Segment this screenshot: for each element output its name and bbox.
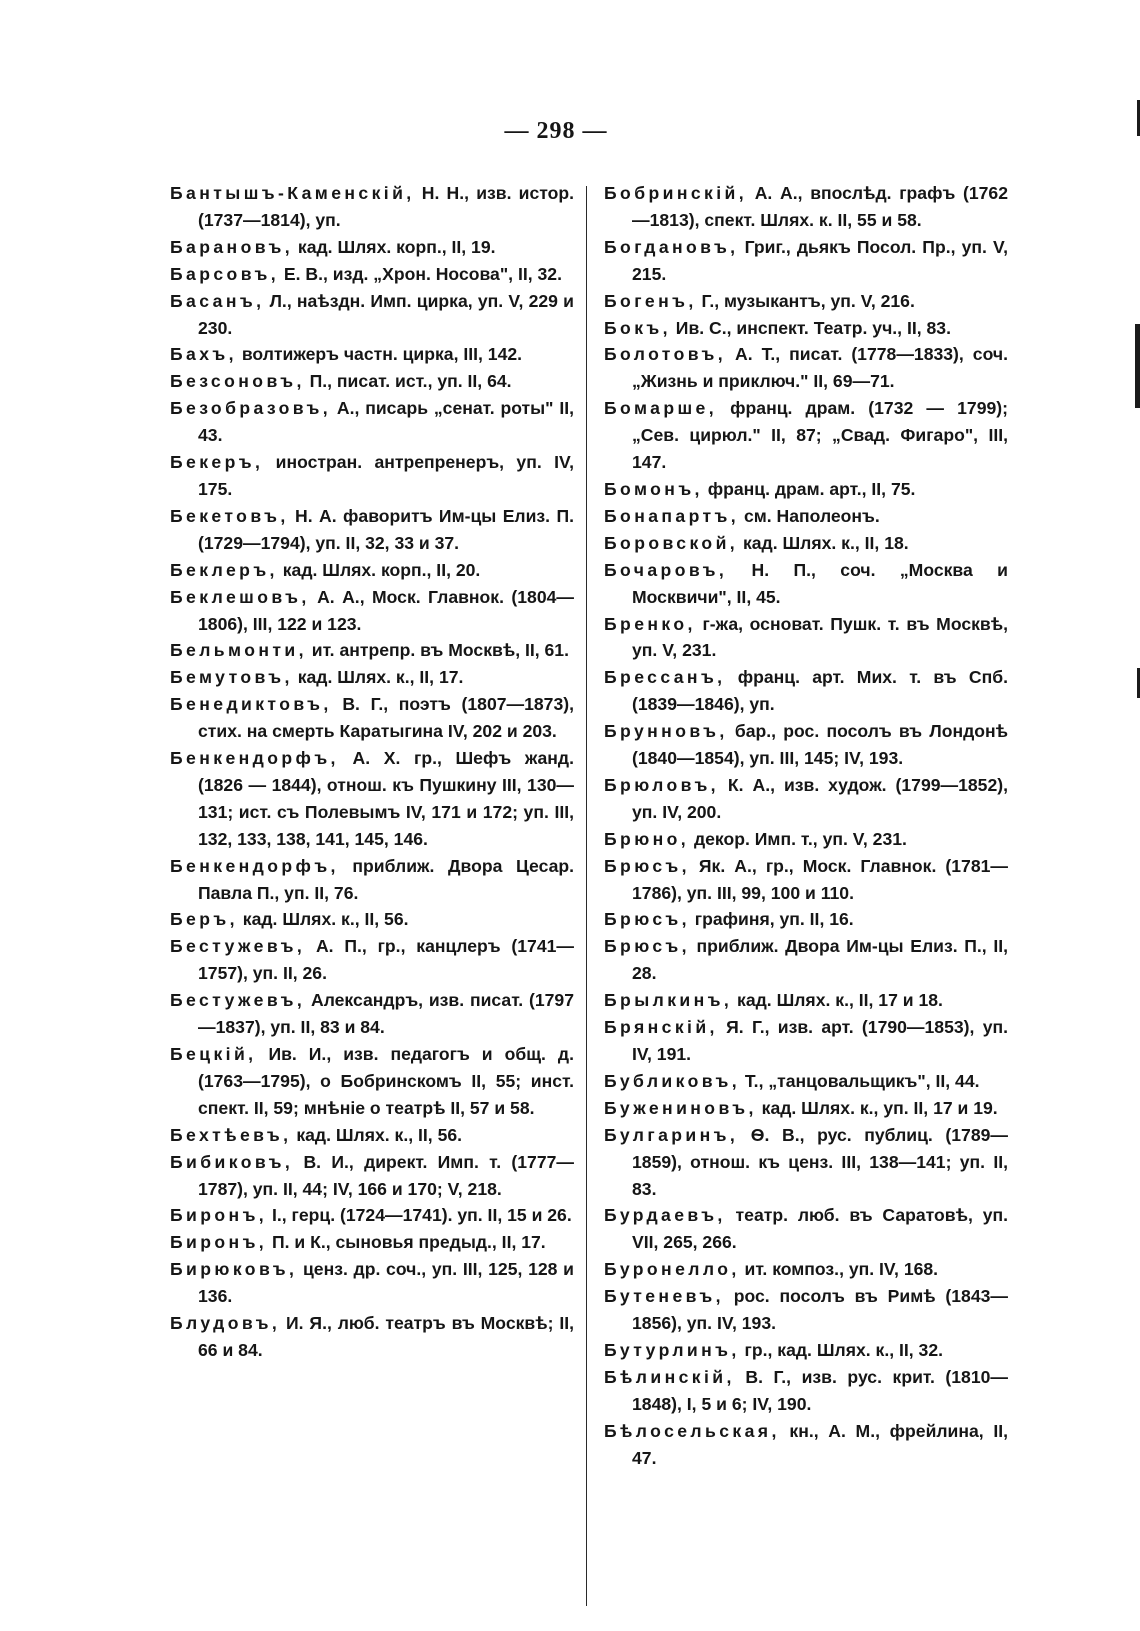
entry-details: К. А., изв. худож. (1799—1852), уп. IV, 200. — [632, 774, 1008, 822]
index-entry — [604, 530, 1008, 557]
entry-details: графиня, уп. II, 16. — [689, 909, 854, 930]
index-entry — [604, 1418, 1008, 1472]
entry-surname: Басанъ, — [170, 290, 265, 311]
entry-details: Ѳ. В., рус. публиц. (1789—1859), отнош. къ ценз. III, 138—141; уп. II, 83. — [632, 1124, 1008, 1199]
index-entry — [170, 637, 574, 664]
index-entry — [170, 1122, 574, 1149]
entry-surname: Бренко, — [604, 613, 696, 634]
entry-surname: Бемутовъ, — [170, 667, 293, 688]
index-entry — [604, 1068, 1008, 1095]
entry-details: кад. Шлях. к., II, 56. — [237, 909, 409, 930]
entry-surname: Богдановъ, — [604, 236, 739, 257]
index-entry — [604, 772, 1008, 826]
index-entry — [604, 987, 1008, 1014]
entry-surname: Болотовъ, — [604, 344, 727, 365]
index-entry — [604, 395, 1008, 476]
entry-surname: Бѣлосельская, — [604, 1420, 780, 1441]
entry-surname: Бутурлинъ, — [604, 1339, 740, 1360]
entry-details: кад. Шлях. к., II, 17 и 18. — [732, 990, 943, 1011]
entry-surname: Бурдаевъ, — [604, 1205, 726, 1226]
entry-surname: Бѣлинскій, — [604, 1366, 735, 1387]
index-entry — [170, 368, 574, 395]
entry-details: ценз. др. соч., уп. III, 125, 128 и 136. — [198, 1259, 574, 1307]
index-entry — [170, 933, 574, 987]
index-entry — [170, 261, 574, 288]
entry-details: А. А., впослѣд. графъ (1762—1813), спект. Шлях. к. II, 55 и 58. — [632, 183, 1008, 230]
index-entry — [170, 987, 574, 1041]
entry-surname: Бецкій, — [170, 1044, 257, 1064]
entry-surname: Безобразовъ, — [170, 398, 332, 419]
entry-details: рос. посолъ въ Римѣ (1843—1856), уп. IV, 193. — [632, 1286, 1008, 1334]
entry-surname: Бонапартъ, — [604, 505, 740, 526]
entry-surname: Блудовъ, — [170, 1313, 281, 1334]
entry-surname: Боровской, — [604, 532, 739, 553]
entry-surname: Брюсъ, — [604, 909, 690, 930]
index-entry — [170, 1229, 574, 1256]
entry-details: г-жа, основат. Пушк. т. въ Москвѣ, уп. V, 231. — [632, 613, 1008, 661]
entry-details: бар., рос. посолъ въ Лондонѣ (1840—1854), уп. III, 145; IV, 193. — [632, 721, 1008, 769]
entry-surname: Бахъ, — [170, 344, 237, 365]
entry-details: кад. Шлях. к., II, 18. — [738, 532, 909, 553]
entry-details: гр., кад. Шлях. к., II, 32. — [739, 1339, 943, 1360]
entry-surname: Бекетовъ, — [170, 505, 289, 526]
index-entry — [170, 503, 574, 557]
entry-surname: Барановъ, — [170, 236, 294, 257]
entry-surname: Богенъ, — [604, 290, 697, 311]
entry-details: Як. А., гр., Моск. Главнок. (1781—1786), уп. III, 99, 100 и 110. — [632, 855, 1008, 903]
entry-details: Я. Г., изв. арт. (1790—1853), уп. IV, 191. — [632, 1017, 1008, 1064]
entry-details: Н. П., соч. „Москва и Москвичи", II, 45. — [632, 559, 1008, 607]
entry-surname: Беръ, — [170, 909, 238, 930]
entry-details: Л., наѣздн. Имп. цирка, уп. V, 229 и 230. — [198, 290, 574, 338]
index-entry — [170, 1202, 574, 1229]
entry-details: В. И., директ. Имп. т. (1777—1787), уп. II, 44; IV, 166 и 170; V, 218. — [198, 1151, 574, 1199]
index-entry — [604, 234, 1008, 288]
entry-surname: Бенкендорфъ, — [170, 855, 339, 876]
entry-details: Г., музыкантъ, уп. V, 216. — [696, 290, 915, 311]
page-number: — 298 — — [504, 118, 608, 144]
entry-details: декор. Имп. т., уп. V, 231. — [689, 828, 907, 849]
index-entry — [170, 745, 574, 853]
entry-surname: Бестужевъ, — [170, 936, 306, 957]
entry-surname: Брунновъ, — [604, 721, 728, 742]
entry-surname: Бантышъ-Каменскій, — [170, 183, 415, 203]
entry-details: кн., А. М., фрейлина, II, 47. — [632, 1420, 1008, 1468]
entry-surname: Бокъ, — [604, 317, 671, 338]
entry-surname: Бочаровъ, — [604, 559, 728, 580]
entry-details: А., писарь „сенат. роты" II, 43. — [198, 398, 574, 446]
entry-surname: Бестужевъ, — [170, 990, 306, 1011]
entry-details: I., герц. (1724—1741). уп. II, 15 и 26. — [267, 1205, 572, 1226]
index-entry — [604, 180, 1008, 234]
entry-surname: Бутеневъ, — [604, 1286, 724, 1307]
index-entry — [604, 341, 1008, 395]
entry-surname: Брессанъ, — [604, 667, 726, 688]
entry-details: кад. Шлях. к., II, 17. — [292, 667, 464, 688]
entry-details: франц. арт. Мих. т. въ Спб. (1839—1846), уп. — [632, 667, 1008, 715]
index-entry — [170, 341, 574, 368]
entry-details: волтижеръ частн. цирка, III, 142. — [236, 344, 523, 365]
entry-surname: Брюсъ, — [604, 936, 690, 957]
entry-details: ит. антрепр. въ Москвѣ, II, 61. — [306, 640, 569, 661]
entry-details: А. Т., писат. (1778—1833), соч. „Жизнь и приключ." II, 69—71. — [632, 344, 1008, 392]
index-entry — [604, 1364, 1008, 1418]
entry-surname: Бубликовъ, — [604, 1070, 741, 1091]
entry-surname: Бельмонти, — [170, 640, 307, 661]
entry-surname: Бужениновъ, — [604, 1097, 757, 1118]
index-entry — [604, 933, 1008, 987]
index-entry — [170, 395, 574, 449]
entry-details: приближ. Двора Цесар. Павла П., уп. II, 76. — [198, 855, 574, 903]
entry-details: см. Наполеонъ. — [739, 505, 880, 526]
entry-details: А. А., Моск. Главнок. (1804—1806), III, 122 и 123. — [198, 586, 574, 634]
entry-details: франц. драм. (1732 — 1799); „Сев. цирюл." II, 87; „Свад. Фигаро", III, 147. — [632, 398, 1008, 473]
index-entry — [170, 853, 574, 907]
index-entry — [170, 1310, 574, 1364]
index-entry — [170, 234, 574, 261]
entry-details: кад. Шлях. корп., II, 20. — [277, 559, 481, 580]
entry-details: В. Г., изв. рус. крит. (1810—1848), I, 5 и 6; IV, 190. — [632, 1366, 1008, 1414]
entry-surname: Бенедиктовъ, — [170, 694, 332, 715]
index-entry — [604, 1337, 1008, 1364]
entry-surname: Бирюковъ, — [170, 1259, 298, 1280]
entry-details: ит. композ., уп. IV, 168. — [739, 1259, 939, 1280]
entry-details: франц. драм. арт., II, 75. — [702, 478, 916, 499]
entry-surname: Беклешовъ, — [170, 586, 310, 607]
index-column-left — [170, 180, 574, 1364]
entry-surname: Бенкендорфъ, — [170, 748, 339, 769]
entry-details: Ив. С., инспект. Театр. уч., II, 83. — [670, 317, 951, 338]
index-entry — [604, 315, 1008, 342]
entry-details: театр. люб. въ Саратовѣ, уп. VII, 265, 266. — [632, 1205, 1008, 1253]
index-entry — [170, 691, 574, 745]
index-entry — [604, 288, 1008, 315]
entry-surname: Буронелло, — [604, 1259, 740, 1280]
index-column-right — [604, 180, 1008, 1472]
index-entry — [170, 584, 574, 638]
entry-surname: Брюловъ, — [604, 774, 719, 795]
entry-surname: Бехтѣевъ, — [170, 1124, 292, 1145]
index-entry — [604, 1014, 1008, 1068]
entry-surname: Бекеръ, — [170, 452, 264, 473]
index-entry — [604, 906, 1008, 933]
index-entry — [604, 1283, 1008, 1337]
index-entry — [604, 718, 1008, 772]
entry-surname: Биронъ, — [170, 1232, 268, 1253]
index-entry — [170, 1256, 574, 1310]
entry-surname: Брюно, — [604, 828, 690, 849]
index-entry — [604, 1122, 1008, 1203]
entry-details: П. и К., сыновья предыд., II, 17. — [267, 1232, 546, 1253]
index-entry — [170, 449, 574, 503]
entry-details: Григ., дьякъ Посол. Пр., уп. V, 215. — [632, 236, 1008, 284]
index-entry — [170, 1041, 574, 1122]
entry-details: А. Х. гр., Шефъ жанд. (1826 — 1844), отнош. къ Пушкину III, 130—131; ист. съ Полевымъ IV, 171 и 172; уп. III, 132, 133, 138, 141, 145, 146. — [198, 748, 574, 849]
index-entry — [604, 1202, 1008, 1256]
entry-surname: Беклеръ, — [170, 559, 278, 580]
index-entry — [604, 664, 1008, 718]
index-entry — [604, 826, 1008, 853]
entry-surname: Безсоновъ, — [170, 371, 305, 392]
scan-edge-mark — [1135, 324, 1140, 408]
entry-details: Александръ, изв. писат. (1797—1837), уп. II, 83 и 84. — [198, 990, 574, 1038]
index-entry — [170, 288, 574, 342]
entry-surname: Барсовъ, — [170, 263, 280, 284]
entry-surname: Бомарше, — [604, 398, 718, 419]
index-entry — [604, 853, 1008, 907]
entry-details: иностран. антрепренеръ, уп. IV, 175. — [198, 452, 574, 499]
entry-details: приближ. Двора Им-цы Елиз. П., II, 28. — [632, 936, 1008, 984]
index-entry — [170, 1149, 574, 1203]
index-entry — [604, 503, 1008, 530]
column-divider — [586, 186, 587, 1606]
index-entry — [604, 1256, 1008, 1283]
index-entry — [170, 906, 574, 933]
entry-details: Ив. И., изв. педагогъ и общ. д. (1763—1795), о Бобринскомъ II, 55; инст. спект. II, 59; мнѣніе о театрѣ II, 57 и 58. — [198, 1044, 574, 1118]
entry-details: А. П., гр., канцлеръ (1741—1757), уп. II, 26. — [198, 936, 574, 984]
entry-surname: Брюсъ, — [604, 855, 690, 876]
entry-details: Н. Н., изв. истор. (1737—1814), уп. — [198, 183, 574, 230]
entry-details: Е. В., изд. „Хрон. Носова", II, 32. — [279, 263, 562, 284]
entry-details: кад. Шлях. к., уп. II, 17 и 19. — [756, 1097, 998, 1118]
entry-details: В. Г., поэтъ (1807—1873), стих. на смерть Каратыгина IV, 202 и 203. — [198, 694, 574, 742]
index-entry — [604, 611, 1008, 665]
entry-details: кад. Шлях. корп., II, 19. — [293, 236, 496, 257]
entry-details: Т., „танцовальщикъ", II, 44. — [740, 1070, 980, 1091]
index-entry — [604, 1095, 1008, 1122]
entry-details: П., писат. ист., уп. II, 64. — [304, 371, 512, 392]
entry-details: Н. А. фаворитъ Им-цы Елиз. П. (1729—1794), уп. II, 32, 33 и 37. — [198, 505, 574, 553]
index-entry — [604, 476, 1008, 503]
entry-surname: Бомонъ, — [604, 478, 703, 499]
entry-surname: Булгаринъ, — [604, 1124, 739, 1145]
entry-surname: Бобринскій, — [604, 183, 748, 203]
entry-surname: Биронъ, — [170, 1205, 268, 1226]
entry-details: И. Я., люб. театръ въ Москвѣ; II, 66 и 84. — [198, 1313, 574, 1360]
entry-surname: Брянскій, — [604, 1017, 718, 1038]
index-entry — [170, 180, 574, 234]
entry-surname: Брылкинъ, — [604, 990, 733, 1011]
index-entry — [604, 557, 1008, 611]
index-entry — [170, 557, 574, 584]
index-entry — [170, 664, 574, 691]
entry-details: кад. Шлях. к., II, 56. — [291, 1124, 463, 1145]
entry-surname: Бибиковъ, — [170, 1151, 294, 1172]
